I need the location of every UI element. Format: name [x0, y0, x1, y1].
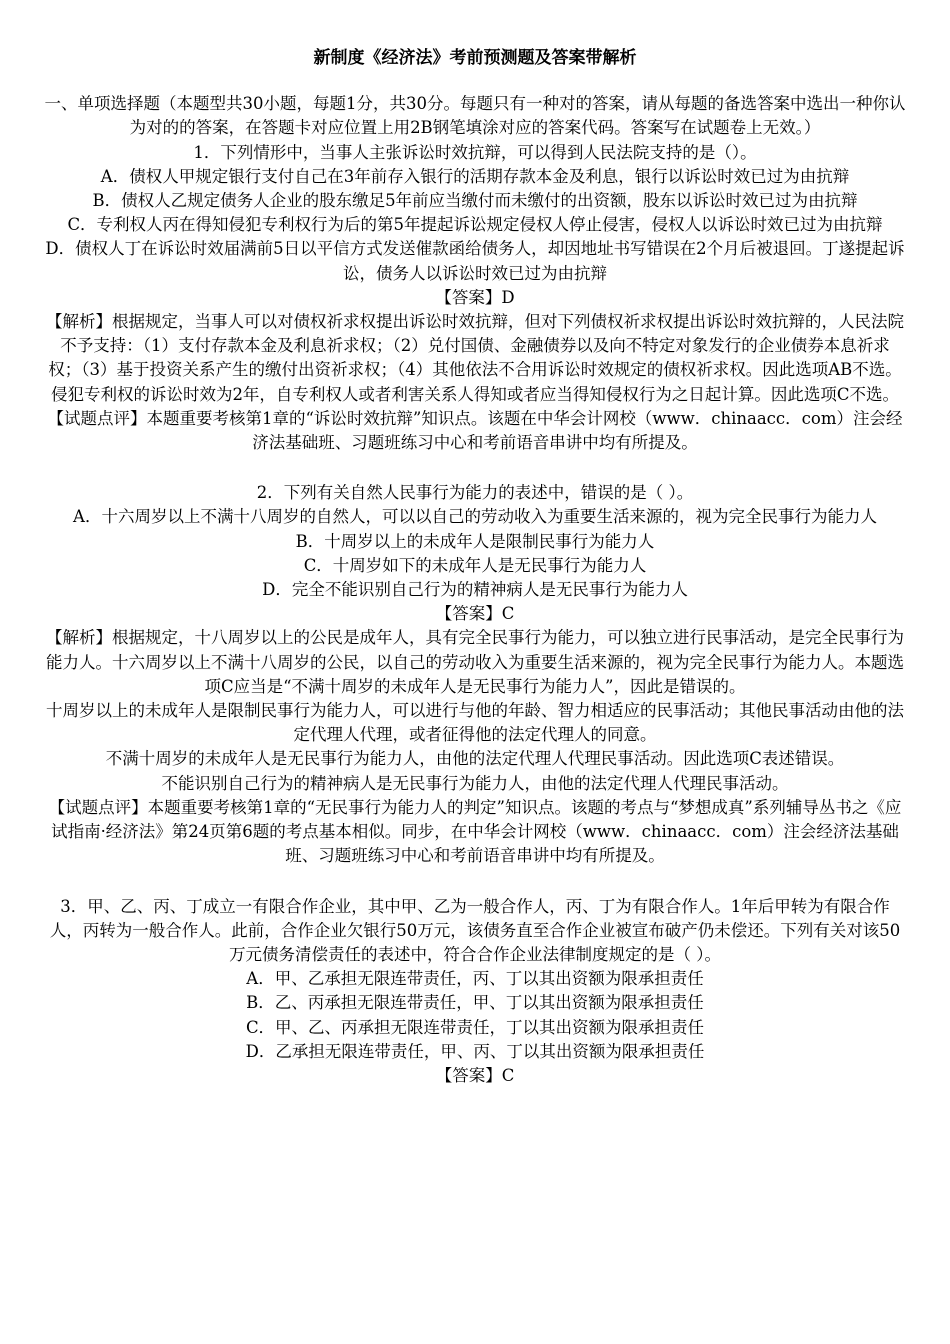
question-2-option-c: C．十周岁如下的未成年人是无民事行为能力人 [303, 555, 647, 575]
question-1-answer: 【答案】D [435, 287, 515, 307]
question-2-analysis-1: 【解析】根据规定，十八周岁以上的公民是成年人，具有完全民事行为能力，可以独立进行民事活动，是完全民事行为能力人。十六周岁以上不满十八周岁的公民，以自己的劳动收入为重要生活来源的，视为完全民事行为能力人。本题选项C应当是“不满十周岁的未成年人是无民事行为能力人”，因此是错误的。 [46, 628, 904, 696]
question-3-option-b: B．乙、丙承担无限连带责任，甲、丁以其出资额为限承担责任 [246, 993, 704, 1013]
question-2-stem: 2．下列有关自然人民事行为能力的表述中，错误的是（ ）。 [256, 483, 694, 503]
spacer [44, 455, 906, 481]
question-1-stem: 1．下列情形中，当事人主张诉讼时效抗辩，可以得到人民法院支持的是（）。 [193, 142, 757, 162]
question-2-option-a: A．十六周岁以上不满十八周岁的自然人，可以以自己的劳动收入为重要生活来源的，视为完全民事行为能力人 [73, 507, 877, 527]
question-3-answer: 【答案】C [435, 1065, 515, 1085]
question-1-analysis: 【解析】根据规定，当事人可以对债权祈求权提出诉讼时效抗辩，但对下列债权祈求权提出诉讼时效抗辩的，人民法院不予支持：（1）支付存款本金及利息祈求权；（2）兑付国债、金融债券以及向不特定对象发行的企业债券本息祈求权；（3）基于投资关系产生的缴付出资祈求权；（4）其他依法不合用诉讼时效规定的债权祈求权。因此选项AB不选。侵犯专利权的诉讼时效为2年，自专利权人或者利害关系人得知或者应当得知侵权行为之日起计算。因此选项C不选。 [46, 312, 904, 404]
question-2-analysis-4: 不能识别自己行为的精神病人是无民事行为能力人，由他的法定代理人代理民事活动。 [161, 773, 789, 793]
question-1-comment: 【试题点评】本题重要考核第1章的“诉讼时效抗辩”知识点。该题在中华会计网校（www．chinaacc．com）注会经济法基础班、习题班练习中心和考前语音串讲中均有所提及。 [47, 408, 903, 453]
question-1-option-d: D．债权人丁在诉讼时效届满前5日以平信方式发送催款函给债务人，却因地址书写错误在2个月后被退回。丁遂提起诉讼，债务人以诉讼时效已过为由抗辩 [45, 239, 905, 283]
question-1-option-c: C．专利权人丙在得知侵犯专利权行为后的第5年提起诉讼规定侵权人停止侵害，侵权人以诉讼时效已过为由抗辩 [67, 215, 883, 235]
question-2-comment: 【试题点评】本题重要考核第1章的“无民事行为能力人的判定”知识点。该题的考点与“梦想成真”系列辅导丛书之《应试指南·经济法》第24页第6题的考点基本相似。同步，在中华会计网校（www．chinaacc．com）注会经济法基础班、习题班练习中心和考前语音串讲中均有所提及。 [48, 797, 902, 866]
question-2-analysis-3: 不满十周岁的未成年人是无民事行为能力人，由他的法定代理人代理民事活动。因此选项C表述错误。 [105, 749, 845, 769]
question-2-option-b: B．十周岁以上的未成年人是限制民事行为能力人 [295, 531, 655, 551]
question-3-option-a: A．甲、乙承担无限连带责任，丙、丁以其出资额为限承担责任 [246, 969, 704, 989]
question-2-option-d: D．完全不能识别自己行为的精神病人是无民事行为能力人 [262, 580, 688, 600]
question-3-stem: 3．甲、乙、丙、丁成立一有限合作企业，其中甲、乙为一般合作人，丙、丁为有限合作人。1年后甲转为有限合作人，丙转为一般合作人。此前，合作企业欠银行50万元，该债务直至合作企业被宣布破产仍未偿还。下列有关对该50万元债务清偿责任的表述中，符合合作企业法律制度规定的是（ ）。 [49, 896, 901, 964]
question-3-option-d: D．乙承担无限连带责任，甲、丙、丁以其出资额为限承担责任 [245, 1041, 705, 1061]
question-1-option-b: B．债权人乙规定债务人企业的股东缴足5年前应当缴付而未缴付的出资额，股东以诉讼时效已过为由抗辩 [92, 191, 858, 211]
question-3-option-c: C．甲、乙、丙承担无限连带责任，丁以其出资额为限承担责任 [245, 1017, 705, 1037]
question-1-option-a: A．债权人甲规定银行支付自己在3年前存入银行的活期存款本金及利息，银行以诉讼时效已过为由抗辩 [100, 166, 850, 186]
question-2-analysis-2: 十周岁以上的未成年人是限制民事行为能力人，可以进行与他的年龄、智力相适应的民事活动；其他民事活动由他的法定代理人代理，或者征得他的法定代理人的同意。 [46, 701, 904, 745]
spacer [44, 869, 906, 895]
question-2-answer: 【答案】C [435, 604, 515, 624]
document-title: 新制度《经济法》考前预测题及答案带解析 [313, 48, 637, 68]
section-intro: 一、单项选择题（本题型共30小题，每题1分，共30分。每题只有一种对的答案，请从每题的备选答案中选出一种你认为对的的答案，在答题卡对应位置上用2B钢笔填涂对应的答案代码。答案写在试题卷上无效。） [44, 94, 906, 138]
